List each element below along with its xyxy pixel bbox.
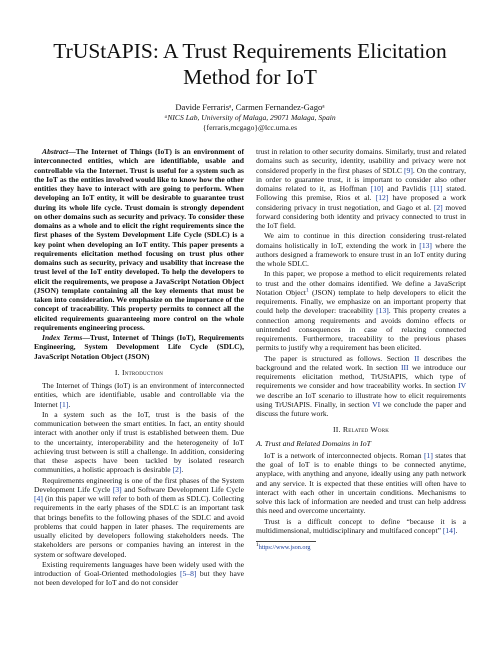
text-run: but they have not been developed for IoT and do not consider bbox=[34, 569, 244, 588]
text-run: describes the background and the related work. In section bbox=[256, 353, 467, 372]
footnote-number: 1 bbox=[256, 541, 259, 548]
text-run: . This property creates a connection among requirements and avoids domino effects or unintended consequences in case of relaxing connected requirements. Furthermore, traceability to the previous phases permits to justify why a requirement has been elicited. bbox=[256, 306, 466, 353]
intro-paragraph-4-continued bbox=[256, 147, 466, 230]
citation-link[interactable]: [14] bbox=[442, 525, 456, 535]
text-run: We aim to continue in this direction considering trust-related domains holistically in IoT, extending the work in bbox=[256, 231, 466, 250]
citation-link[interactable]: [1] bbox=[59, 399, 69, 409]
text-run: stated. Following this premise, Rios et al. bbox=[256, 184, 466, 203]
citation-link[interactable]: [13] bbox=[376, 306, 389, 316]
intro-paragraph-6 bbox=[256, 269, 466, 352]
text-run: have proposed a work considering privacy in trust negotiation, and Gago et al. bbox=[256, 193, 467, 212]
text-run: where the authors designed a framework to ensure trust in an IoT entity during the whole SDLC. bbox=[256, 240, 466, 268]
text-run: and Software Development Life Cycle bbox=[121, 484, 245, 494]
intro-paragraph-4 bbox=[34, 560, 244, 588]
citation-link[interactable]: [9] bbox=[404, 165, 413, 175]
text-run: Trust is a difficult concept to define “because it is a multidimensional, multidisciplinary and multifaced concept” bbox=[256, 516, 466, 535]
paper-authors: Davide Ferrarisᵃ, Carmen Fernandez-Gagoᵃ bbox=[175, 102, 325, 112]
citation-link[interactable]: [11] bbox=[430, 184, 443, 193]
citation-link[interactable]: [2] bbox=[433, 202, 443, 212]
paper-affiliation: ᵃNICS Lab, University of Malaga, 29071 Malaga, Spain bbox=[164, 113, 336, 122]
subsection-heading-trust-domains: A. Trust and Related Domains in IoT bbox=[256, 438, 372, 448]
citation-link[interactable]: [3] bbox=[112, 484, 122, 494]
text-run: . bbox=[455, 525, 458, 535]
section-link[interactable]: VI bbox=[372, 399, 381, 409]
index-terms bbox=[34, 333, 244, 361]
intro-paragraph-3 bbox=[34, 476, 244, 559]
footnote-rule bbox=[256, 541, 316, 542]
paper-title: TrUStAPIS: A Trust Requirements Elicitation Method for IoT bbox=[53, 39, 447, 89]
text-run: Requirements engineering is one of the first phases of the System Development Life Cycle bbox=[34, 475, 244, 494]
footnote bbox=[256, 541, 466, 552]
two-column-body bbox=[34, 147, 466, 589]
abstract-label: Abstract bbox=[42, 147, 69, 156]
text-run: we introduce our requirements elicitation method, TrUStAPIS, which type of requirements we consider and how traceability works. In section bbox=[256, 362, 466, 391]
index-terms-text: —Trust, Internet of Things (IoT), Requirements Engineering, System Development Life Cycle (SDLC), JavaScript Notation Object (JSON) bbox=[34, 333, 244, 361]
text-run: we conclude the paper and discuss the future work. bbox=[256, 399, 466, 418]
citation-link[interactable]: [5–8] bbox=[179, 569, 197, 578]
left-column bbox=[34, 147, 244, 589]
abstract-text: —The Internet of Things (IoT) is an environment of interconnected entities, which are identifiable, usable and controllable via the Internet. Trust is useful for a system such as the IoT as the entities involved would like to know how the other entities they have to interact with are going to perform. When developing an IoT entity, it will be desirable to guarantee trust during its whole life cycle. Trust domain is strongly dependent on other domains such as security and privacy. To consider these domains as a whole and to elicit the right requirements since the first phases of the System Development Life Cycle (SDLC) is a key point when developing an IoT entity. This paper presents a requirements elicitation method focusing on trust plus other domains such as security, privacy and usability that increase the trust level of the IoT entity developed. To help the developers to elicit the requirements, we propose a JavaScript Notation Object (JSON) template containing all the key elements that must be taken into consideration. We emphasize on the importance of the concept of traceability. This property permits to connect all the elicited requirements guaranteeing more control on the whole requirements engineering process. bbox=[34, 147, 244, 332]
text-run: (JSON) template to help developers to elicit the requirements. Finally, we emphasize on an important property that could help the developer: traceability bbox=[256, 287, 466, 316]
section-link[interactable]: IV bbox=[458, 381, 466, 391]
section-link[interactable]: III bbox=[400, 362, 409, 372]
text-run: . bbox=[181, 465, 184, 475]
right-column bbox=[256, 147, 466, 589]
text-run: trust in relation to other security domains. Similarly, trust and related domains such as security, identity, usability and privacy were not considered properly in the first phases of SDLC bbox=[256, 147, 466, 175]
text-run: moved forward considering both identity and privacy connected to trust in the IoT field. bbox=[256, 202, 466, 230]
text-run: states that the goal of IoT is to enable things to be connected anytime, anyplace, with anything and anyone, ideally using any path network and any service. It is expected that these entities will often have to interact with each other in uncertain conditions. Mechanisms to solve this lack of information are needed and trust can help address this need and overcome uncertainty. bbox=[256, 450, 466, 516]
text-run: . On the contrary, in order to guarantee trust, it is important to consider also other domains related to it, as Hoffman bbox=[256, 165, 467, 193]
citation-link[interactable]: [12] bbox=[375, 193, 389, 203]
citation-link[interactable]: [10] bbox=[370, 184, 384, 193]
citation-link[interactable]: [13] bbox=[419, 240, 432, 250]
citation-link[interactable]: [2] bbox=[172, 465, 182, 475]
text-run: (in this paper we will refer to both of them as SDLC). Collecting requirements in the early phases of the SDLC is an important task that brings benefits to the following phases of the SDLC and avoid problems that could happen in later phases. The requirements are usually elicited by developers following stakeholders needs. The stakeholders are persons or companies having an interest in the system or software developed. bbox=[34, 494, 244, 559]
citation-link[interactable]: [1] bbox=[424, 450, 433, 460]
section-link[interactable]: II bbox=[414, 353, 420, 363]
index-terms-label: Index Terms bbox=[42, 333, 83, 342]
intro-paragraph-1 bbox=[34, 381, 244, 409]
intro-paragraph-2 bbox=[34, 410, 244, 475]
section-heading-introduction: I. Introduction bbox=[114, 367, 164, 377]
text-run: we describe an IoT scenario to illustrate how to elicit requirements using TrUStAPIS. Finally, in section bbox=[256, 390, 466, 409]
paper-email: {ferraris,mcgago}@lcc.uma.es bbox=[202, 123, 298, 132]
text-run: Existing requirements languages have been widely used with the introduction of Goal-Oriented methodologies bbox=[34, 559, 244, 578]
related-paragraph-1 bbox=[256, 451, 466, 516]
text-run: and Pavlidis bbox=[383, 184, 431, 193]
text-run: In this paper, we propose a method to elicit requirements related to trust and the other domains identified. We define a JavaScript Notation Object bbox=[256, 269, 466, 297]
footnote-url[interactable]: https://www.json.org bbox=[258, 544, 311, 551]
text-run: IoT is a network of interconnected objects. Roman bbox=[264, 450, 424, 460]
intro-paragraph-5 bbox=[256, 231, 466, 268]
citation-link[interactable]: [4] bbox=[34, 494, 43, 503]
text-run: . bbox=[68, 399, 71, 409]
intro-paragraph-7 bbox=[256, 354, 466, 419]
text-run: In a system such as the IoT, trust is the basis of the communication between the smart entities. In fact, an entity should interact with another only if trust is established between them. Due to the uncertainty, interoperability and the heterogeneity of IoT achieving trust between is still a challenge. In addition, considering that these aspects have been tackled by isolated research communities, a holistic approach is desirable bbox=[34, 409, 244, 475]
related-paragraph-2 bbox=[256, 517, 466, 536]
text-run: The paper is structured as follows. Section bbox=[264, 353, 415, 363]
abstract bbox=[34, 147, 244, 332]
footnote-marker[interactable]: 1 bbox=[306, 287, 309, 294]
section-heading-related-work: II. Related Work bbox=[332, 425, 390, 435]
text-run: The Internet of Things (IoT) is an environment of interconnected entities, which are identifiable, usable and controllable via the Internet bbox=[34, 381, 244, 409]
